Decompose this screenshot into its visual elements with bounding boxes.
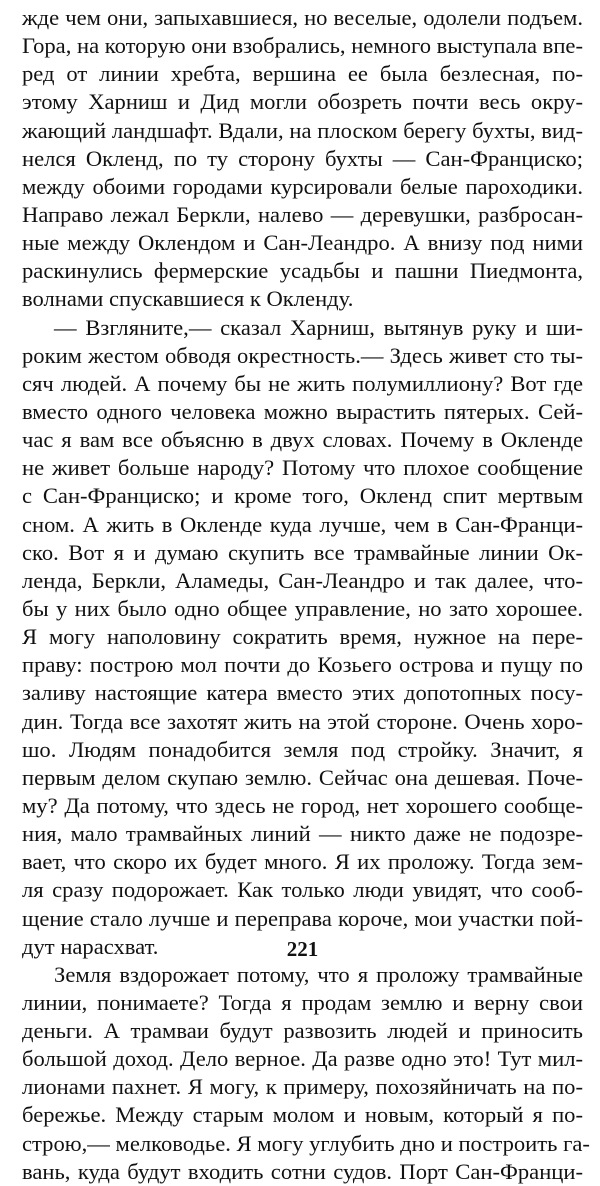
text-line: нелся Окленд, по ту сторону бухты — Сан-Франциско; <box>22 145 583 171</box>
text-line: вань, куда будут входить сотни судов. Порт Сан-Франци- <box>22 1158 583 1184</box>
text-line: вместо одного человека можно вырастить пятерых. Сей- <box>22 398 583 424</box>
text-line: заливу настоящие катера вместо этих допотопных посу- <box>22 680 583 706</box>
text-line: линии, понимаете? Тогда я продам землю и верну свои <box>22 989 583 1015</box>
text-line: ско. Вот я и думаю скупить все трамвайные линии Ок- <box>22 539 583 565</box>
text-line: час я вам все объясню в двух словах. Почему в Окленде <box>22 427 583 453</box>
paragraph <box>22 4 583 314</box>
text-line: му? Да потому, что здесь не город, нет хорошего сообще- <box>22 792 583 818</box>
paragraph <box>22 314 583 961</box>
text-line: праву: построю мол почти до Козьего острова и пущу по <box>22 652 583 678</box>
text-line: бы у них было одно общее управление, но зато хорошее. <box>22 595 583 621</box>
text-line: Я могу наполовину сократить время, нужное на пере- <box>22 624 583 650</box>
text-line: волнами спускавшиеся к Окленду. <box>22 286 354 312</box>
text-line: с Сан-Франциско; и кроме того, Окленд спит мертвым <box>22 483 583 509</box>
text-line: вает, что скоро их будет много. Я их проложу. Тогда зем- <box>22 849 583 875</box>
text-line: ля сразу подорожает. Как только люди увидят, что сооб- <box>22 877 583 903</box>
text-line: этому Харниш и Дид могли обозреть почти весь окру- <box>22 89 583 115</box>
paragraph <box>22 961 590 1186</box>
text-line: — Взгляните,— сказал Харниш, вытянув руку и ши- <box>54 314 583 340</box>
text-line: роким жестом обводя окрестность.— Здесь живет сто ты- <box>22 342 583 368</box>
text-line: бережье. Между старым молом и новым, который я по- <box>22 1102 583 1128</box>
text-line: Земля вздорожает потому, что я проложу трамвайные <box>54 961 583 987</box>
text-line: лионами пахнет. Я могу, к примеру, похозяйничать на по- <box>22 1074 583 1100</box>
text-line: не живет больше народу? Потому что плохое сообщение <box>22 455 583 481</box>
text-line: дин. Тогда все захотят жить на этой стороне. Очень хоро- <box>22 708 583 734</box>
text-line: ния, мало трамвайных линий — никто даже не подозре- <box>22 821 583 847</box>
page-number: 221 <box>286 937 319 961</box>
text-line: первым делом скупаю землю. Сейчас она дешевая. Поче- <box>22 764 583 790</box>
text-line: жающий ландшафт. Вдали, на плоском берегу бухты, вид- <box>22 117 583 143</box>
text-line: сяч людей. А почему бы не жить полумиллиону? Вот где <box>22 370 583 396</box>
page-body-text <box>22 4 590 1186</box>
text-line: ленда, Беркли, Аламеды, Сан-Леандро и так далее, что- <box>22 567 583 593</box>
text-line: жде чем они, запыхавшиеся, но веселые, одолели подъем. <box>22 5 583 30</box>
text-line: деньги. А трамваи будут развозить людей и приносить <box>22 1018 583 1044</box>
text-line: дут нарасхват. <box>22 933 159 959</box>
text-line: Гора, на которую они взобрались, немного выступала впе- <box>22 33 583 59</box>
text-line: Направо лежал Беркли, налево — деревушки, разбросан- <box>22 201 583 227</box>
text-line: ные между Оклендом и Сан-Леандро. А внизу под ними <box>22 230 583 256</box>
text-line: ред от линии хребта, вершина ее была безлесная, по- <box>22 61 583 87</box>
text-line: раскинулись фермерские усадьбы и пашни Пиедмонта, <box>22 258 583 284</box>
book-page <box>22 4 590 1184</box>
text-line: щение стало лучше и переправа короче, мои участки пой- <box>22 905 583 931</box>
text-line: большой доход. Дело верное. Да разве одно это! Тут мил- <box>22 1046 583 1072</box>
text-line: сном. А жить в Окленде куда лучше, чем в Сан-Франци- <box>22 511 583 537</box>
text-line: шо. Людям понадобится земля под стройку. Значит, я <box>22 736 583 762</box>
text-line: строю,— мелководье. Я могу углубить дно и построить га- <box>22 1130 590 1156</box>
text-line: между обоими городами курсировали белые пароходики. <box>22 173 583 199</box>
